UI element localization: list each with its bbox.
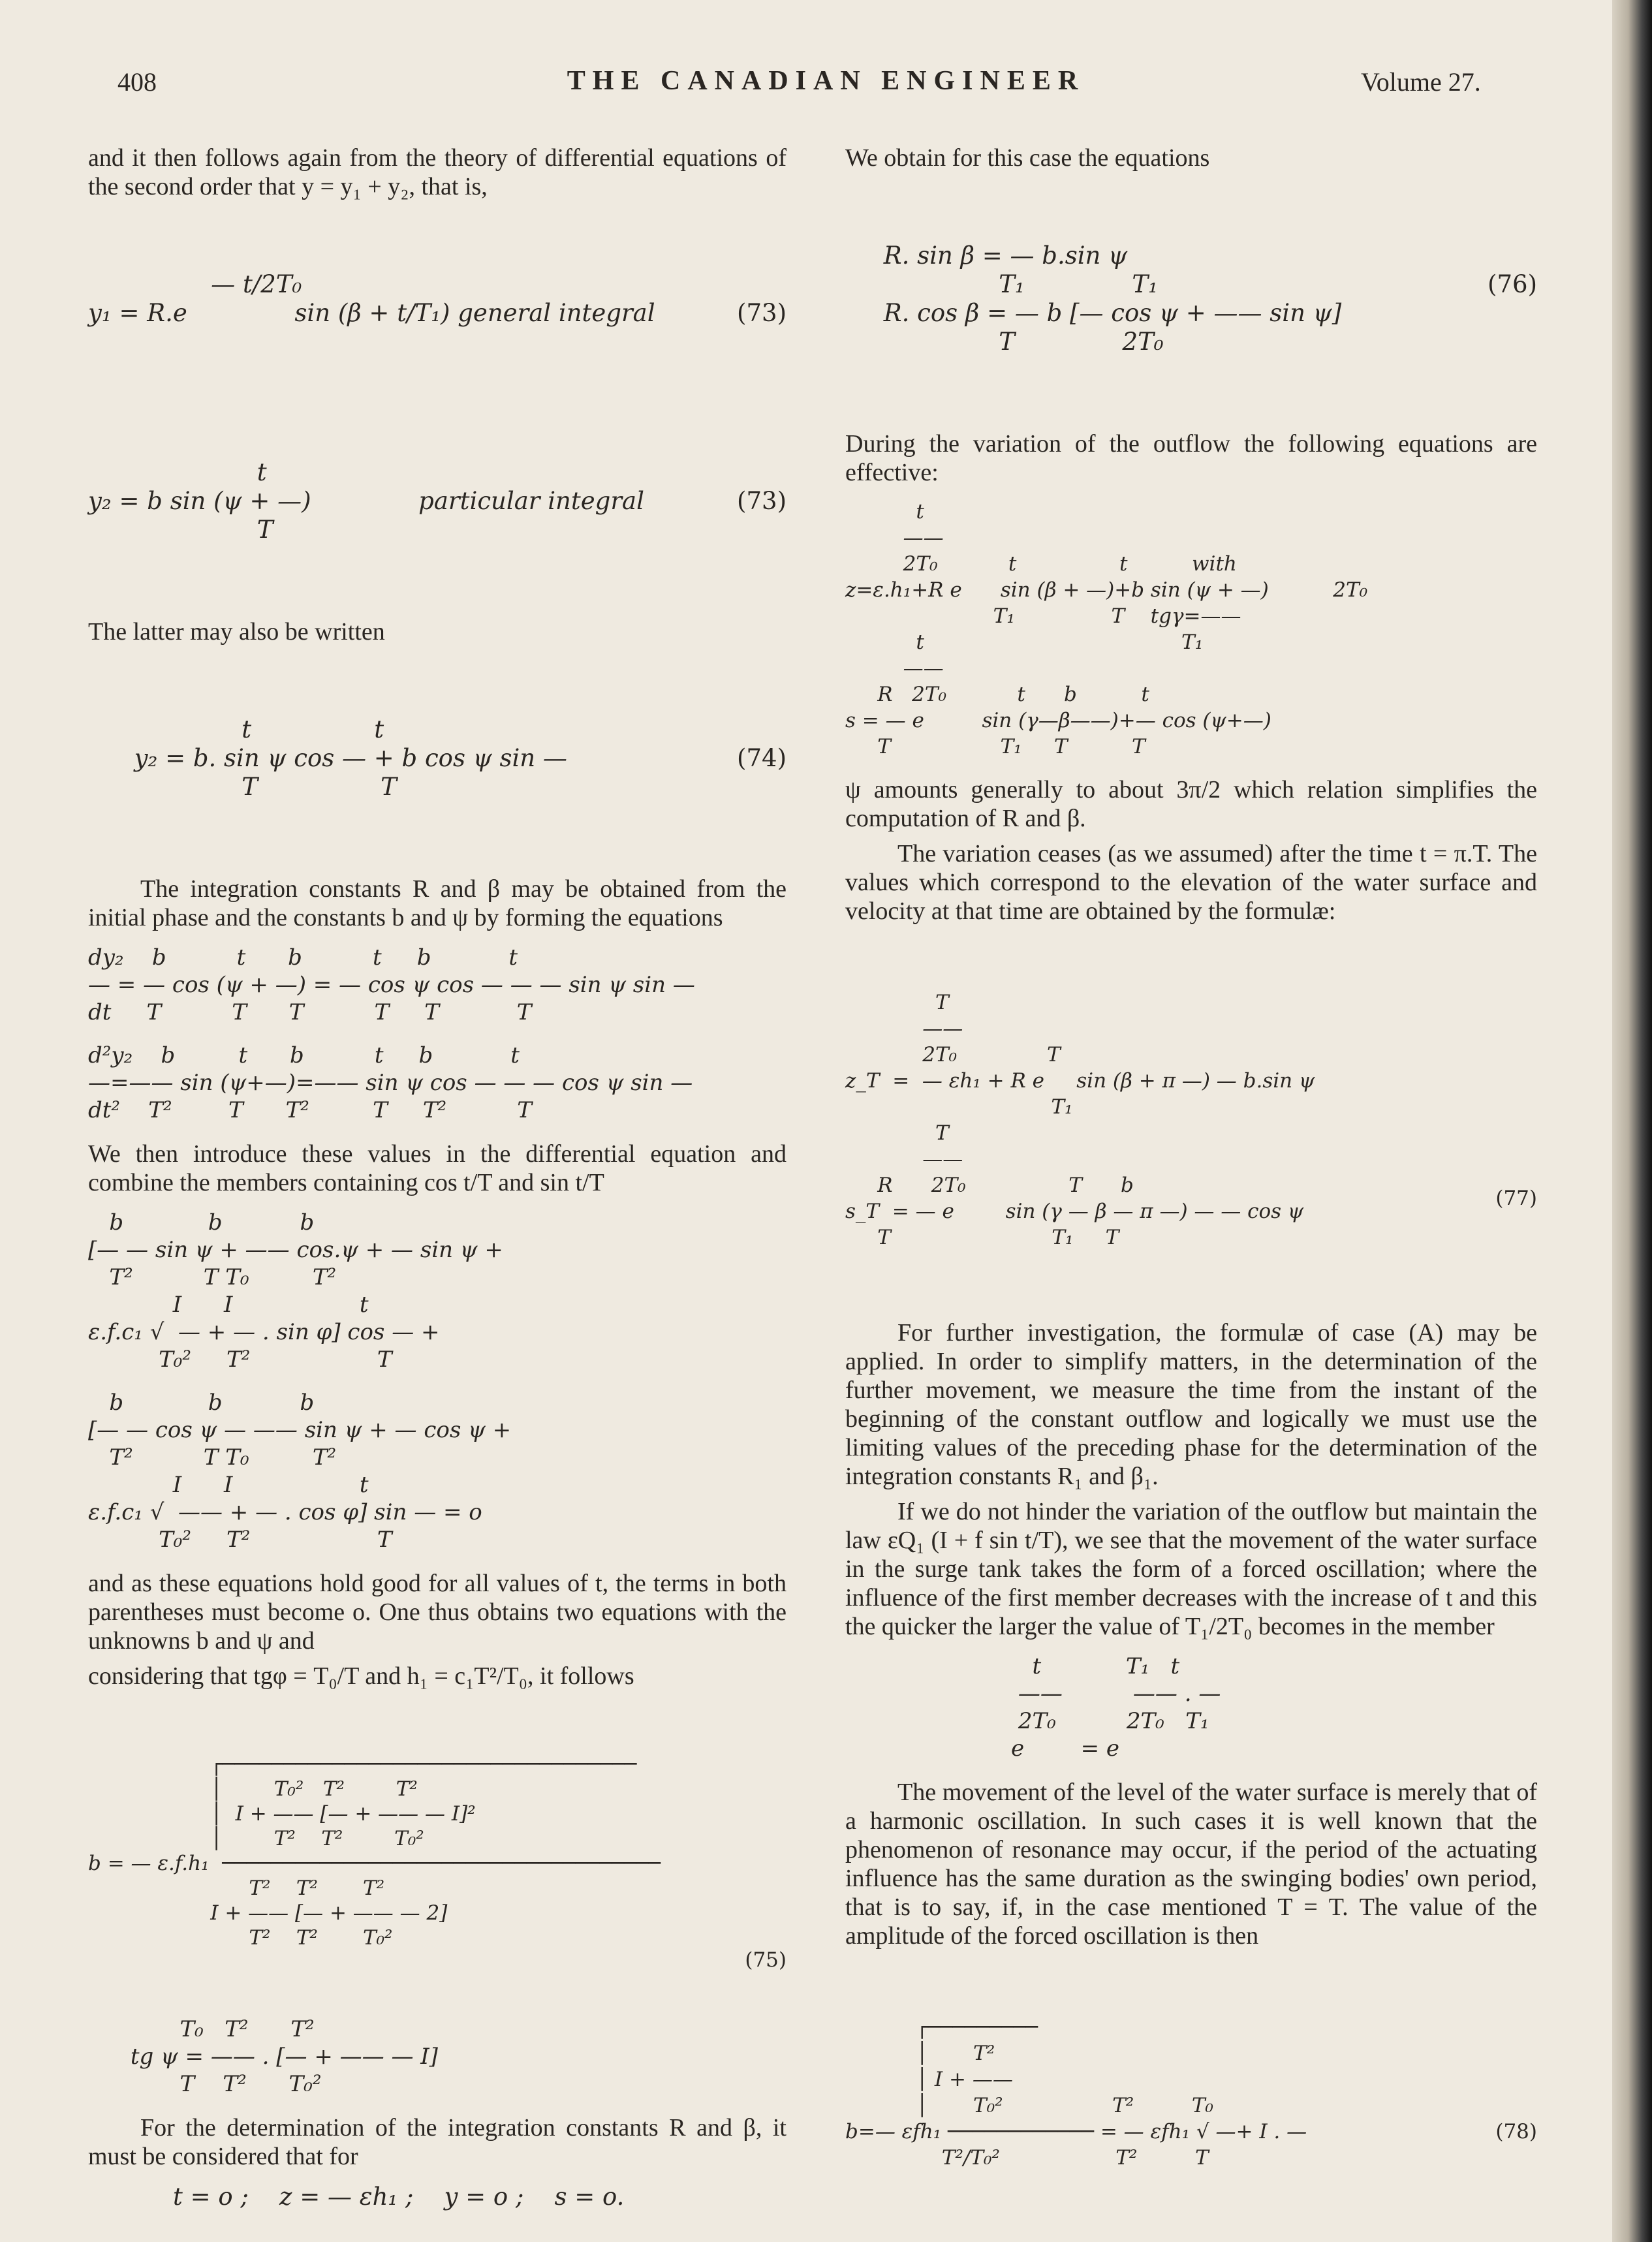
equation-combined-cos: b b b [— — sin ψ + —— cos.ψ + — sin ψ + T² T T₀ T² I I t ε.f.c₁ √ — + — . sin φ] cos — + T₀² T² T bbox=[88, 1209, 503, 1373]
paragraph: The latter may also be written bbox=[88, 618, 385, 646]
initial-conditions: t = o ; z = — εh₁ ; y = o ; s = o. bbox=[173, 2183, 625, 2211]
paragraph: The integration constants R and β may be obtained from the initial phase and the constants b and ψ by forming the equations bbox=[88, 875, 787, 931]
equation-body: t t y₂ = b. sin ψ cos — + b cos ψ sin — T T bbox=[134, 715, 567, 801]
paragraph: For the determination of the integration constants R and β, it must be considered that for bbox=[88, 2114, 787, 2170]
equation-number: (73) bbox=[737, 299, 787, 327]
paragraph: and as these equations hold good for all values of t, the terms in both parentheses must become o. One thus obtains two equations with the unknowns b and ψ and bbox=[88, 1570, 787, 1655]
equation-76 bbox=[845, 184, 1537, 414]
paragraph: We obtain for this case the equations bbox=[845, 144, 1210, 172]
paragraph: and it then follows again from the theory of differential equations of the second order that y = y₁ + y₂, that is, bbox=[88, 144, 787, 200]
equation-body: ┌────────────────────────────────── │ T₀² T² T² │ I + —— [— + —— — I]² │ T² T² T₀² b = — ε.f.h₁ ──────────────────────────────────── T² T² T² I + —— [— + —— — 2] T² T² T₀² bbox=[88, 1752, 661, 1950]
paragraph: We then introduce these values in the differential equation and combine the members containing cos t/T and sin t/T bbox=[88, 1140, 787, 1196]
volume-label: Volume 27. bbox=[1361, 67, 1481, 97]
equation-74 bbox=[88, 658, 787, 859]
equation-number: (77) bbox=[1495, 1187, 1537, 1210]
book-spine-shadow bbox=[1612, 0, 1652, 2242]
journal-title: THE CANADIAN ENGINEER bbox=[567, 66, 1085, 96]
equation-second-derivative: d²y₂ b t b t b t —=—— sin (ψ+—)=—— sin ψ cos — — — cos ψ sin — dt² T² T T² T T² T bbox=[88, 1042, 693, 1123]
paragraph: considering that tgφ = T₀/T and h₁ = c₁T²/T₀, it follows bbox=[88, 1662, 634, 1690]
equation-body: R. sin β = — b.sin ψ T₁ T₁ R. cos β = — b [— cos ψ + —— sin ψ] T 2T₀ bbox=[883, 241, 1342, 356]
equation-number: (74) bbox=[737, 744, 787, 772]
left-column bbox=[88, 144, 787, 2227]
paragraph: During the variation of the outflow the following equations are effective: bbox=[845, 430, 1537, 486]
paragraph: The movement of the level of the water surface is merely that of a harmonic oscillation. In such cases it is well known that the phenomenon of resonance may occur, if the period of the actuating influence has the same duration as the swinging bodies' own period, that is to say, if, in the case mentioned T = T. The value of the amplitude of the forced oscillation is then bbox=[845, 1779, 1537, 1950]
equation-body: t y₂ = b sin (ψ + —) particular integral T bbox=[88, 458, 644, 544]
equation-number: (78) bbox=[1495, 2120, 1537, 2143]
equation-number: (73) bbox=[737, 487, 787, 515]
paragraph: The variation ceases (as we assumed) after the time t = π.T. The values which correspond to the elevation of the water surface and velocity at that time are obtained by the formulæ: bbox=[845, 840, 1537, 925]
equation-73b bbox=[88, 401, 787, 602]
equation-75-tg-psi: T₀ T² T² tg ψ = —— . [— + —— — I] T T² T₀² bbox=[130, 2016, 438, 2097]
equation-exponent-member: t T₁ t —— —— . — 2T₀ 2T₀ T₁ e = e bbox=[1011, 1653, 1221, 1762]
equation-body: T —— 2T₀ T z_T = — εh₁ + R e sin (β + π —) — b.sin ψ T₁ T —— R 2T₀ T b s_T = — e sin (γ — β — π —) — — cos ψ T T₁ T bbox=[845, 991, 1315, 1249]
right-column bbox=[845, 144, 1537, 2239]
paragraph: If we do not hinder the variation of the outflow but maintain the law εQ₁ (I + f sin t/T), we see that the movement of the water surface in the surge tank takes the form of a forced oscillation; where the influence of the first member decreases with the increase of t and this the quicker the larger the value of T₁/2T₀ becomes in the member bbox=[845, 1498, 1537, 1640]
equation-number: (75) bbox=[745, 1948, 787, 1972]
page-number: 408 bbox=[117, 67, 157, 97]
equation-number: (76) bbox=[1488, 270, 1537, 298]
equation-combined-sin: b b b [— — cos ψ — —— sin ψ + — cos ψ + T² T T₀ T² I I t ε.f.c₁ √ —— + — . cos φ] sin — = o T₀² T² T bbox=[88, 1390, 512, 1553]
equation-body: ┌───────── │ T² │ I + —— │ T₀² T² T₀ b=— εfh₁ ──────────── = — εfh₁ √ —+ I . — T²/T₀² T² T bbox=[845, 2016, 1307, 2170]
equation-z-s: t —— 2T₀ t t with z=ε.h₁+R e sin (β + —)+b sin (ψ + —) 2T₀ T₁ T tgγ=—— t T₁ —— R 2T₀ t b t s = — e sin (γ—β——)+— cos (ψ+—) T T₁ T T bbox=[845, 500, 1368, 758]
equation-78 bbox=[845, 1962, 1537, 2223]
equation-first-derivative: dy₂ b t b t b t — = — cos (ψ + —) = — cos ψ cos — — — sin ψ sin — dt T T T T T T bbox=[88, 944, 695, 1025]
paragraph: ψ amounts generally to about 3π/2 which relation simplifies the computation of R and β. bbox=[845, 776, 1537, 832]
equation-77 bbox=[845, 937, 1537, 1303]
equation-75 bbox=[88, 1702, 787, 2000]
paragraph: For further investigation, the formulæ of case (A) may be applied. In order to simplify matters, in the determination of the further movement, we measure the time from the instant of the beginning of the constant outflow and logically we must use the limiting values of the preceding phase for the determination of the integration constants R₁ and β₁. bbox=[845, 1319, 1537, 1490]
equation-body: — t/2T₀ y₁ = R.e sin (β + t/T₁) general integral bbox=[88, 270, 655, 327]
equation-73a bbox=[88, 213, 787, 385]
